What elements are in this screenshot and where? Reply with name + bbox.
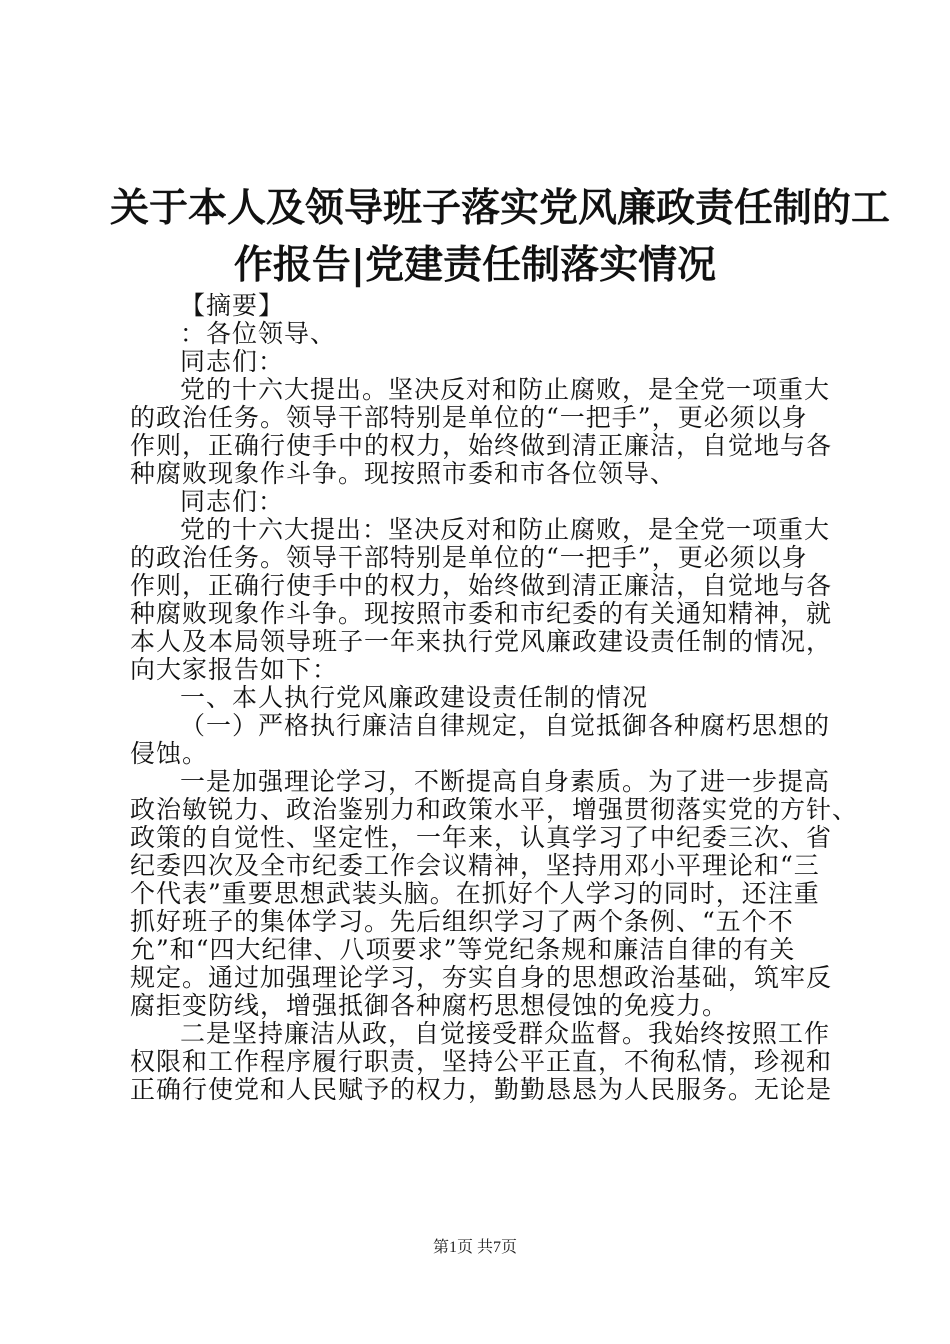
body-line: 向大家报告如下：	[130, 655, 339, 684]
document-body	[130, 291, 859, 1104]
body-line: 种腐败现象作斗争。现按照市委和市各位领导、	[130, 459, 677, 488]
body-line: 二是坚持廉洁从政，自觉接受群众监督。我始终按照工作	[180, 1019, 831, 1048]
body-line: 权限和工作程序履行职责，坚持公平正直，不徇私情，珍视和	[130, 1047, 833, 1076]
body-line: 的政治任务。领导干部特别是单位的“一把手”，更必须以身	[130, 403, 808, 432]
body-line: 作则，正确行使手中的权力，始终做到清正廉洁，自觉地与各	[130, 431, 833, 460]
body-line: 同志们：	[180, 487, 285, 516]
body-line: 党的十六大提出：坚决反对和防止腐败，是全党一项重大	[180, 515, 831, 544]
body-line: 同志们：	[180, 347, 285, 376]
subsection-heading: （一）严格执行廉洁自律规定，自觉抵御各种腐朽思想的	[180, 711, 831, 740]
body-line: 规定。通过加强理论学习，夯实自身的思想政治基础，筑牢反	[130, 963, 833, 992]
body-line: 政策的自觉性、坚定性，一年来，认真学习了中纪委三次、省	[130, 823, 833, 852]
body-line: ：各位领导、	[180, 319, 337, 348]
body-line: 作则，正确行使手中的权力，始终做到清正廉洁，自觉地与各	[130, 571, 833, 600]
abstract-heading: 【摘要】	[180, 291, 285, 320]
body-line: 纪委四次及全市纪委工作会议精神，坚持用邓小平理论和“三	[130, 851, 820, 880]
body-line: 允”和“四大纪律、八项要求”等党纪条规和廉洁自律的有关	[130, 935, 796, 964]
title-line: 作报告|党建责任制落实情况	[233, 243, 717, 288]
document-title	[110, 180, 891, 294]
section-heading: 一、本人执行党风廉政建设责任制的情况	[180, 683, 649, 712]
body-line: 腐拒变防线，增强抵御各种腐朽思想侵蚀的免疫力。	[130, 991, 729, 1020]
body-line: 种腐败现象作斗争。现按照市委和市纪委的有关通知精神，就	[130, 599, 833, 628]
body-line: 政治敏锐力、政治鉴别力和政策水平，增强贯彻落实党的方针、	[130, 795, 859, 824]
page-number: 第1页 共7页	[432, 1239, 517, 1256]
body-line: 侵蚀。	[130, 739, 209, 768]
body-line: 本人及本局领导班子一年来执行党风廉政建设责任制的情况，	[130, 627, 833, 656]
body-line: 正确行使党和人民赋予的权力，勤勤恳恳为人民服务。无论是	[130, 1075, 833, 1104]
body-line: 一是加强理论学习，不断提高自身素质。为了进一步提高	[180, 767, 831, 796]
body-line: 党的十六大提出。坚决反对和防止腐败，是全党一项重大	[180, 375, 831, 404]
body-line: 抓好班子的集体学习。先后组织学习了两个条例、“五个不	[130, 907, 794, 936]
body-line: 个代表”重要思想武装头脑。在抓好个人学习的同时，还注重	[130, 879, 820, 908]
title-line: 关于本人及领导班子落实党风廉政责任制的工	[110, 186, 891, 231]
body-line: 的政治任务。领导干部特别是单位的“一把手”，更必须以身	[130, 543, 808, 572]
